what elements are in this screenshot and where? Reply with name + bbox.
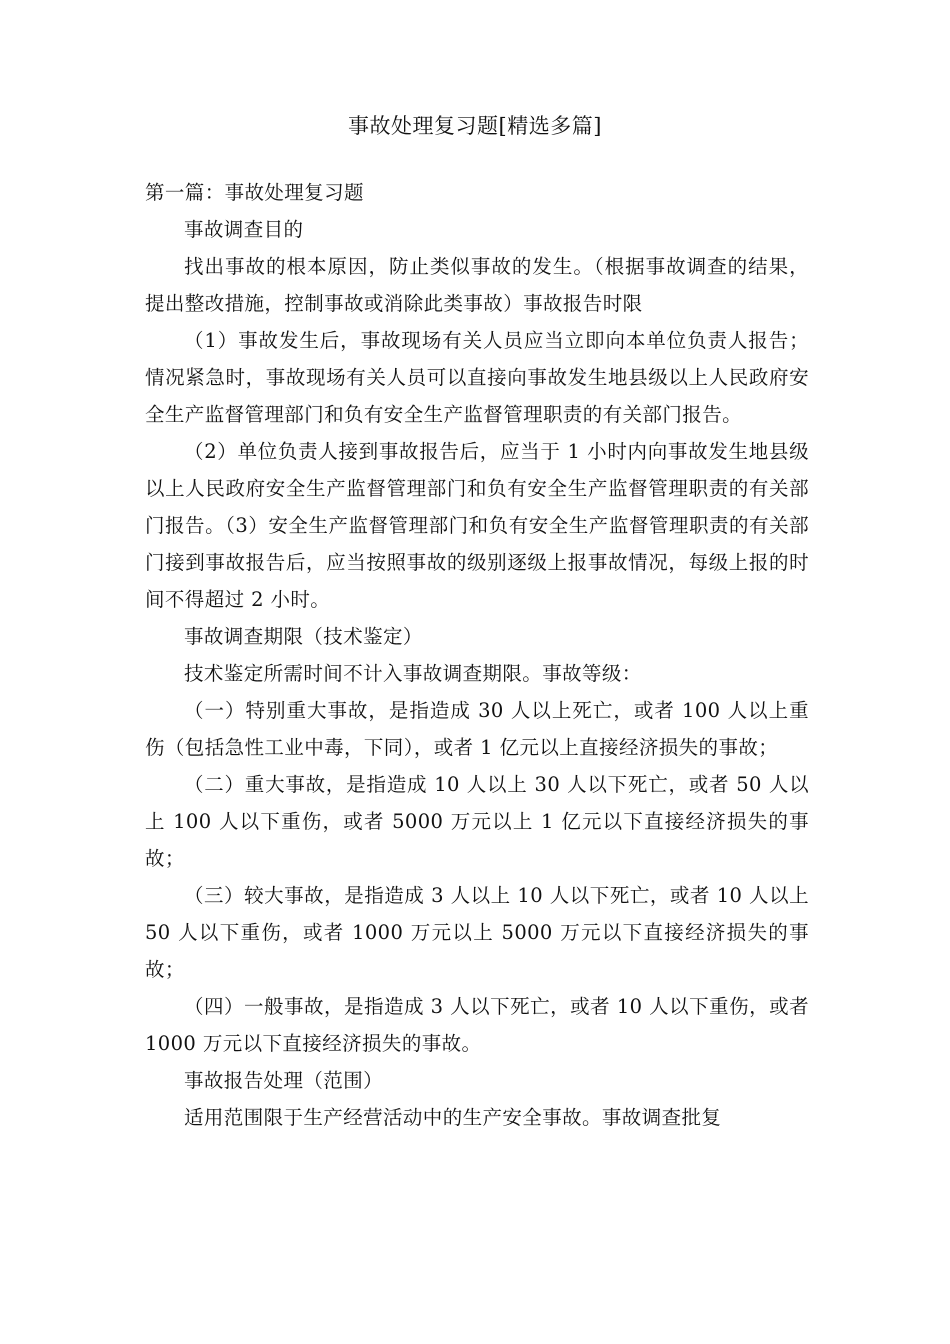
paragraph: 适用范围限于生产经营活动中的生产安全事故。事故调查批复 [184, 1106, 722, 1129]
paragraph: （2）单位负责人接到事故报告后，应当于 1 小时内向事故发生地县级以上人民政府安全生产监督管理部门和负有安全生产监督管理职责的有关部门报告。（3）安全生产监督管理部门和负有安全生产监督管理职责的有关部门接到事故报告后，应当按照事故的级别逐级上报事故情况，每级上报的时间不得超过 2 小时。 [145, 440, 809, 611]
subheading-investigation-period: 事故调查期限（技术鉴定） [184, 625, 423, 648]
document-title: 事故处理复习题[精选多篇] [348, 114, 602, 138]
paragraph: （一）特别重大事故，是指造成 30 人以上死亡，或者 100 人以上重伤（包括急性工业中毒，下同），或者 1 亿元以上直接经济损失的事故； [145, 699, 809, 759]
paragraph: 找出事故的根本原因，防止类似事故的发生。（根据事故调查的结果，提出整改措施，控制事故或消除此类事故）事故报告时限 [145, 255, 809, 315]
subheading-investigation-purpose: 事故调查目的 [184, 218, 304, 241]
paragraph: （四）一般事故，是指造成 3 人以下死亡，或者 10 人以下重伤，或者 1000 万元以下直接经济损失的事故。 [145, 995, 809, 1055]
subheading-report-scope: 事故报告处理（范围） [184, 1069, 384, 1092]
paragraph: （三）较大事故，是指造成 3 人以上 10 人以下死亡，或者 10 人以上 50 人以下重伤，或者 1000 万元以上 5000 万元以下直接经济损失的事故； [145, 884, 809, 981]
paragraph: （二）重大事故，是指造成 10 人以上 30 人以下死亡，或者 50 人以上 100 人以下重伤，或者 5000 万元以上 1 亿元以下直接经济损失的事故； [145, 773, 809, 870]
paragraph: （1）事故发生后，事故现场有关人员应当立即向本单位负责人报告；情况紧急时，事故现场有关人员可以直接向事故发生地县级以上人民政府安全生产监督管理部门和负有安全生产监督管理职责的有关部门报告。 [145, 329, 809, 426]
section-heading: 第一篇：事故处理复习题 [145, 181, 364, 204]
document-body [145, 174, 809, 1136]
paragraph: 技术鉴定所需时间不计入事故调查期限。事故等级： [184, 662, 642, 685]
